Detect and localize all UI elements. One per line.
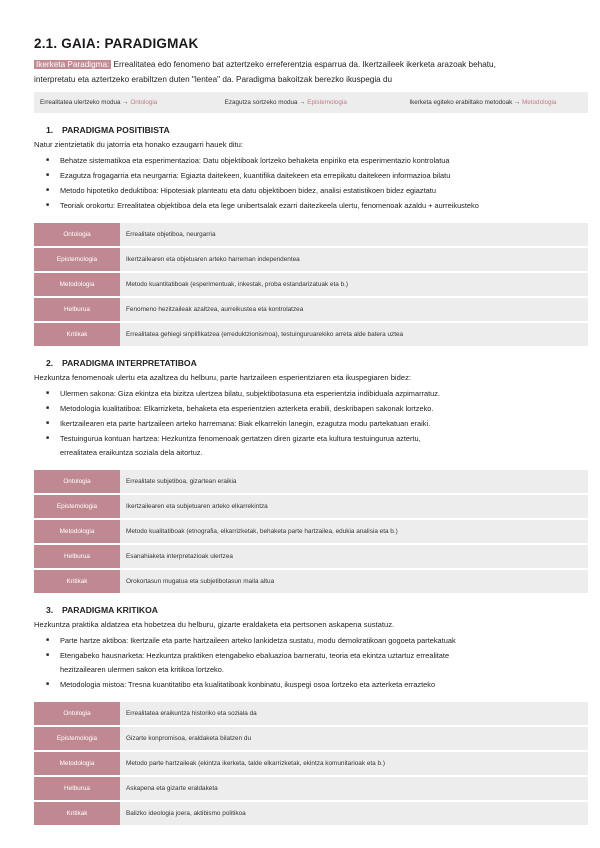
row-key: Metodologia [34, 519, 120, 544]
row-value: Errealitatea eraikuntza historiko eta soziala da [120, 701, 588, 726]
row-value: Fenomeno hezitzaileak azaltzea, aurreikustea eta kontrolatzea [120, 297, 588, 322]
table-row [34, 801, 588, 825]
row-value: Errealitate objetiboa, neurgarria [120, 222, 588, 247]
dimension-text: Ikerketa egiteko erabiltako metodoak [409, 99, 513, 106]
list-item: ■ Metodo hipotetiko deduktiboa: Hipotesiak planteatu eta datu objektiboen bidez, analisi estatistikoen bidez egiaztatu [60, 183, 588, 198]
bullet-list [34, 386, 588, 460]
section-lead: Natur zientzietatik du jatorria eta honako ezaugarri hauek ditu: [34, 140, 243, 149]
arrow-icon: → [120, 99, 131, 106]
section-positibista [34, 125, 588, 346]
row-key: Metodologia [34, 751, 120, 776]
row-key: Kritikak [34, 569, 120, 593]
table-row [34, 776, 588, 801]
table-row [34, 544, 588, 569]
row-value: Ikertzailearen eta subjetuaren arteko elkarrekintza [120, 494, 588, 519]
paradigm-table [34, 700, 588, 825]
row-key: Metodologia [34, 272, 120, 297]
dimension-text: Ezagutza sortzeko modua [224, 99, 298, 106]
table-row [34, 726, 588, 751]
list-item: ■ Metodologia mistoa: Tresna kuantitatibo eta kualitatiboak konbinatu, ikuspegi osoa lortzeko eta azterketa errazteko [60, 677, 588, 692]
table-row [34, 222, 588, 247]
bullet-list [34, 153, 588, 213]
table-row [34, 519, 588, 544]
row-value: Metodo parte hartzaileak (ekintza ikerketa, talde elkarrizketak, ekintza komunitarioak eta b.) [120, 751, 588, 776]
section-heading: 1. PARADIGMA POSITIBISTA [46, 125, 170, 135]
table-row [34, 247, 588, 272]
row-key: Epistemologia [34, 247, 120, 272]
table-row [34, 751, 588, 776]
list-item: ■ Ezagutza frogagarria eta neurgarria: Egiazta daitekeen, kuantifika daitekeen eta errepikatu daitekeen informazioa bilatu [60, 168, 588, 183]
row-key: Helburua [34, 297, 120, 322]
intro-line-1: Errealitatea edo fenomeno bat aztertzeko erreferentzia esparrua da. Ikertzaileek ikerketa arazoak behatu, [111, 60, 496, 69]
section-lead: Hezkuntza praktika aldatzea eta hobetzea du helburu, gizarte eraldaketa eta pertsonen askapena sustatuz. [34, 620, 395, 629]
table-row [34, 322, 588, 346]
row-value: Esanahiaketa interpretazioak ulertzea [120, 544, 588, 569]
row-key: Ontologia [34, 701, 120, 726]
list-item: ■ Teoriak orokortu: Errealitatea objektiboa dela eta lege unibertsalak ezarri daitezkeela ulertu, fenomenoak azaldu + aurreikusteko [60, 198, 588, 213]
section-heading: 2. PARADIGMA INTERPRETATIBOA [46, 358, 197, 368]
table-row [34, 469, 588, 494]
section-heading: 3. PARADIGMA KRITIKOA [46, 605, 158, 615]
document-page [34, 36, 588, 825]
intro-highlight: Ikerketa Paradigma: [36, 60, 110, 69]
paradigm-table [34, 221, 588, 346]
list-item: ■ Metodologia kualitatiboa: Elkarrizketa, behaketa eta esperientzien azterketa erabili, deskribapen sakonak lortzeko. [60, 401, 588, 416]
bullet-list [34, 633, 588, 692]
row-key: Epistemologia [34, 726, 120, 751]
row-key: Helburua [34, 544, 120, 569]
dimension-epistemologia [219, 99, 404, 106]
paradigm-table [34, 468, 588, 593]
section-lead: Hezkuntza fenomenoak ulertu eta azaltzea du helburu, parte hartzaileen esperientziaren eta ikuspegiaren bidez: [34, 373, 411, 382]
paradigm-dimensions-bar [34, 92, 588, 113]
list-item: ■ Ikertzailearen eta parte hartzaileen arteko harremana: Biak elkarrekin lanegin, ezagutza modu partekatuan eraiki. [60, 416, 588, 431]
row-value: Ikertzailearen eta objetuaren arteko harreman independentea [120, 247, 588, 272]
row-value: Balizko ideologia joera, aktibismo politikoa [120, 801, 588, 825]
table-row [34, 569, 588, 593]
intro-line-2: interpretatu eta aztertzeko erabiltzen duten "lentea" da. Paradigma bakoitzak berezko ikuspegia du [34, 75, 393, 84]
section-kritikoa [34, 605, 588, 825]
table-row [34, 272, 588, 297]
row-key: Helburua [34, 776, 120, 801]
list-item: ■ Testuingurua kontuan hartzea: Hezkuntza fenomenoak gertatzen diren gizarte eta kultura testuingurua aztertu, errealitatea eraikuntza soziala dela aitortuz. [60, 431, 588, 460]
dimension-key: Metodologia [522, 99, 557, 106]
row-value: Metodo kualitatiboak (etnografia, elkarrizketak, behaketa parte hartzailea, edukia analisia eta b.) [120, 519, 588, 544]
list-item: ■ Behatze sistematikoa eta esperimentazioa: Datu objektiboak lortzeko behaketa enpiriko eta esperimentazio kontrolatua [60, 153, 588, 168]
row-value: Askapena eta gizarte eraldaketa [120, 776, 588, 801]
dimension-key: Ontologia [130, 99, 158, 106]
dimension-metodologia [403, 99, 588, 106]
intro-paragraph [34, 57, 588, 87]
row-key: Kritikak [34, 322, 120, 346]
row-key: Epistemologia [34, 494, 120, 519]
list-item: ■ Parte hartze aktiboa: Ikertzaile eta parte hartzaileen arteko lankidetza sustatu, modu demokratikoan gogoeta partekatuak [60, 633, 588, 648]
table-row [34, 701, 588, 726]
row-key: Ontologia [34, 469, 120, 494]
section-interpretatiboa [34, 358, 588, 593]
arrow-icon: → [297, 99, 308, 106]
row-value: Errealitatea gehiegi sinplifikatzea (erreduktzionismoa), testuinguruarekiko arreta alde batera uztea [120, 322, 588, 346]
row-value: Orokortasun mugatua eta subjetibotasun maila altua [120, 569, 588, 593]
dimension-ontologia [34, 99, 219, 106]
list-item: ■ Etengabeko hausnarketa: Hezkuntza praktiken etengabeko ebaluazioa barneratu, teoria eta ekintza uztartuz errealitate hezitzailearen ulermen sakon eta kritikoa lortzeko. [60, 648, 588, 677]
dimension-text: Errealitatea ulertzeko modua [40, 99, 121, 106]
row-key: Kritikak [34, 801, 120, 825]
row-key: Ontologia [34, 222, 120, 247]
row-value: Metodo kuantitatiboak (esperimentuak, inkestak, proba estandarizatuak eta b.) [120, 272, 588, 297]
row-value: Gizarte konpromisoa, eraldaketa bilatzen du [120, 726, 588, 751]
row-value: Errealitate subjetiboa, gizartean eraikia [120, 469, 588, 494]
list-item: ■ Ulermen sakona: Giza ekintza eta bizitza ulertzea bilatu, subjektibotasuna eta esperientzia indibiduala azpimarratuz. [60, 386, 588, 401]
arrow-icon: → [512, 99, 523, 106]
table-row [34, 494, 588, 519]
table-row [34, 297, 588, 322]
page-title: 2.1. GAIA: PARADIGMAK [34, 36, 199, 51]
dimension-key: Epistemologia [307, 99, 347, 106]
